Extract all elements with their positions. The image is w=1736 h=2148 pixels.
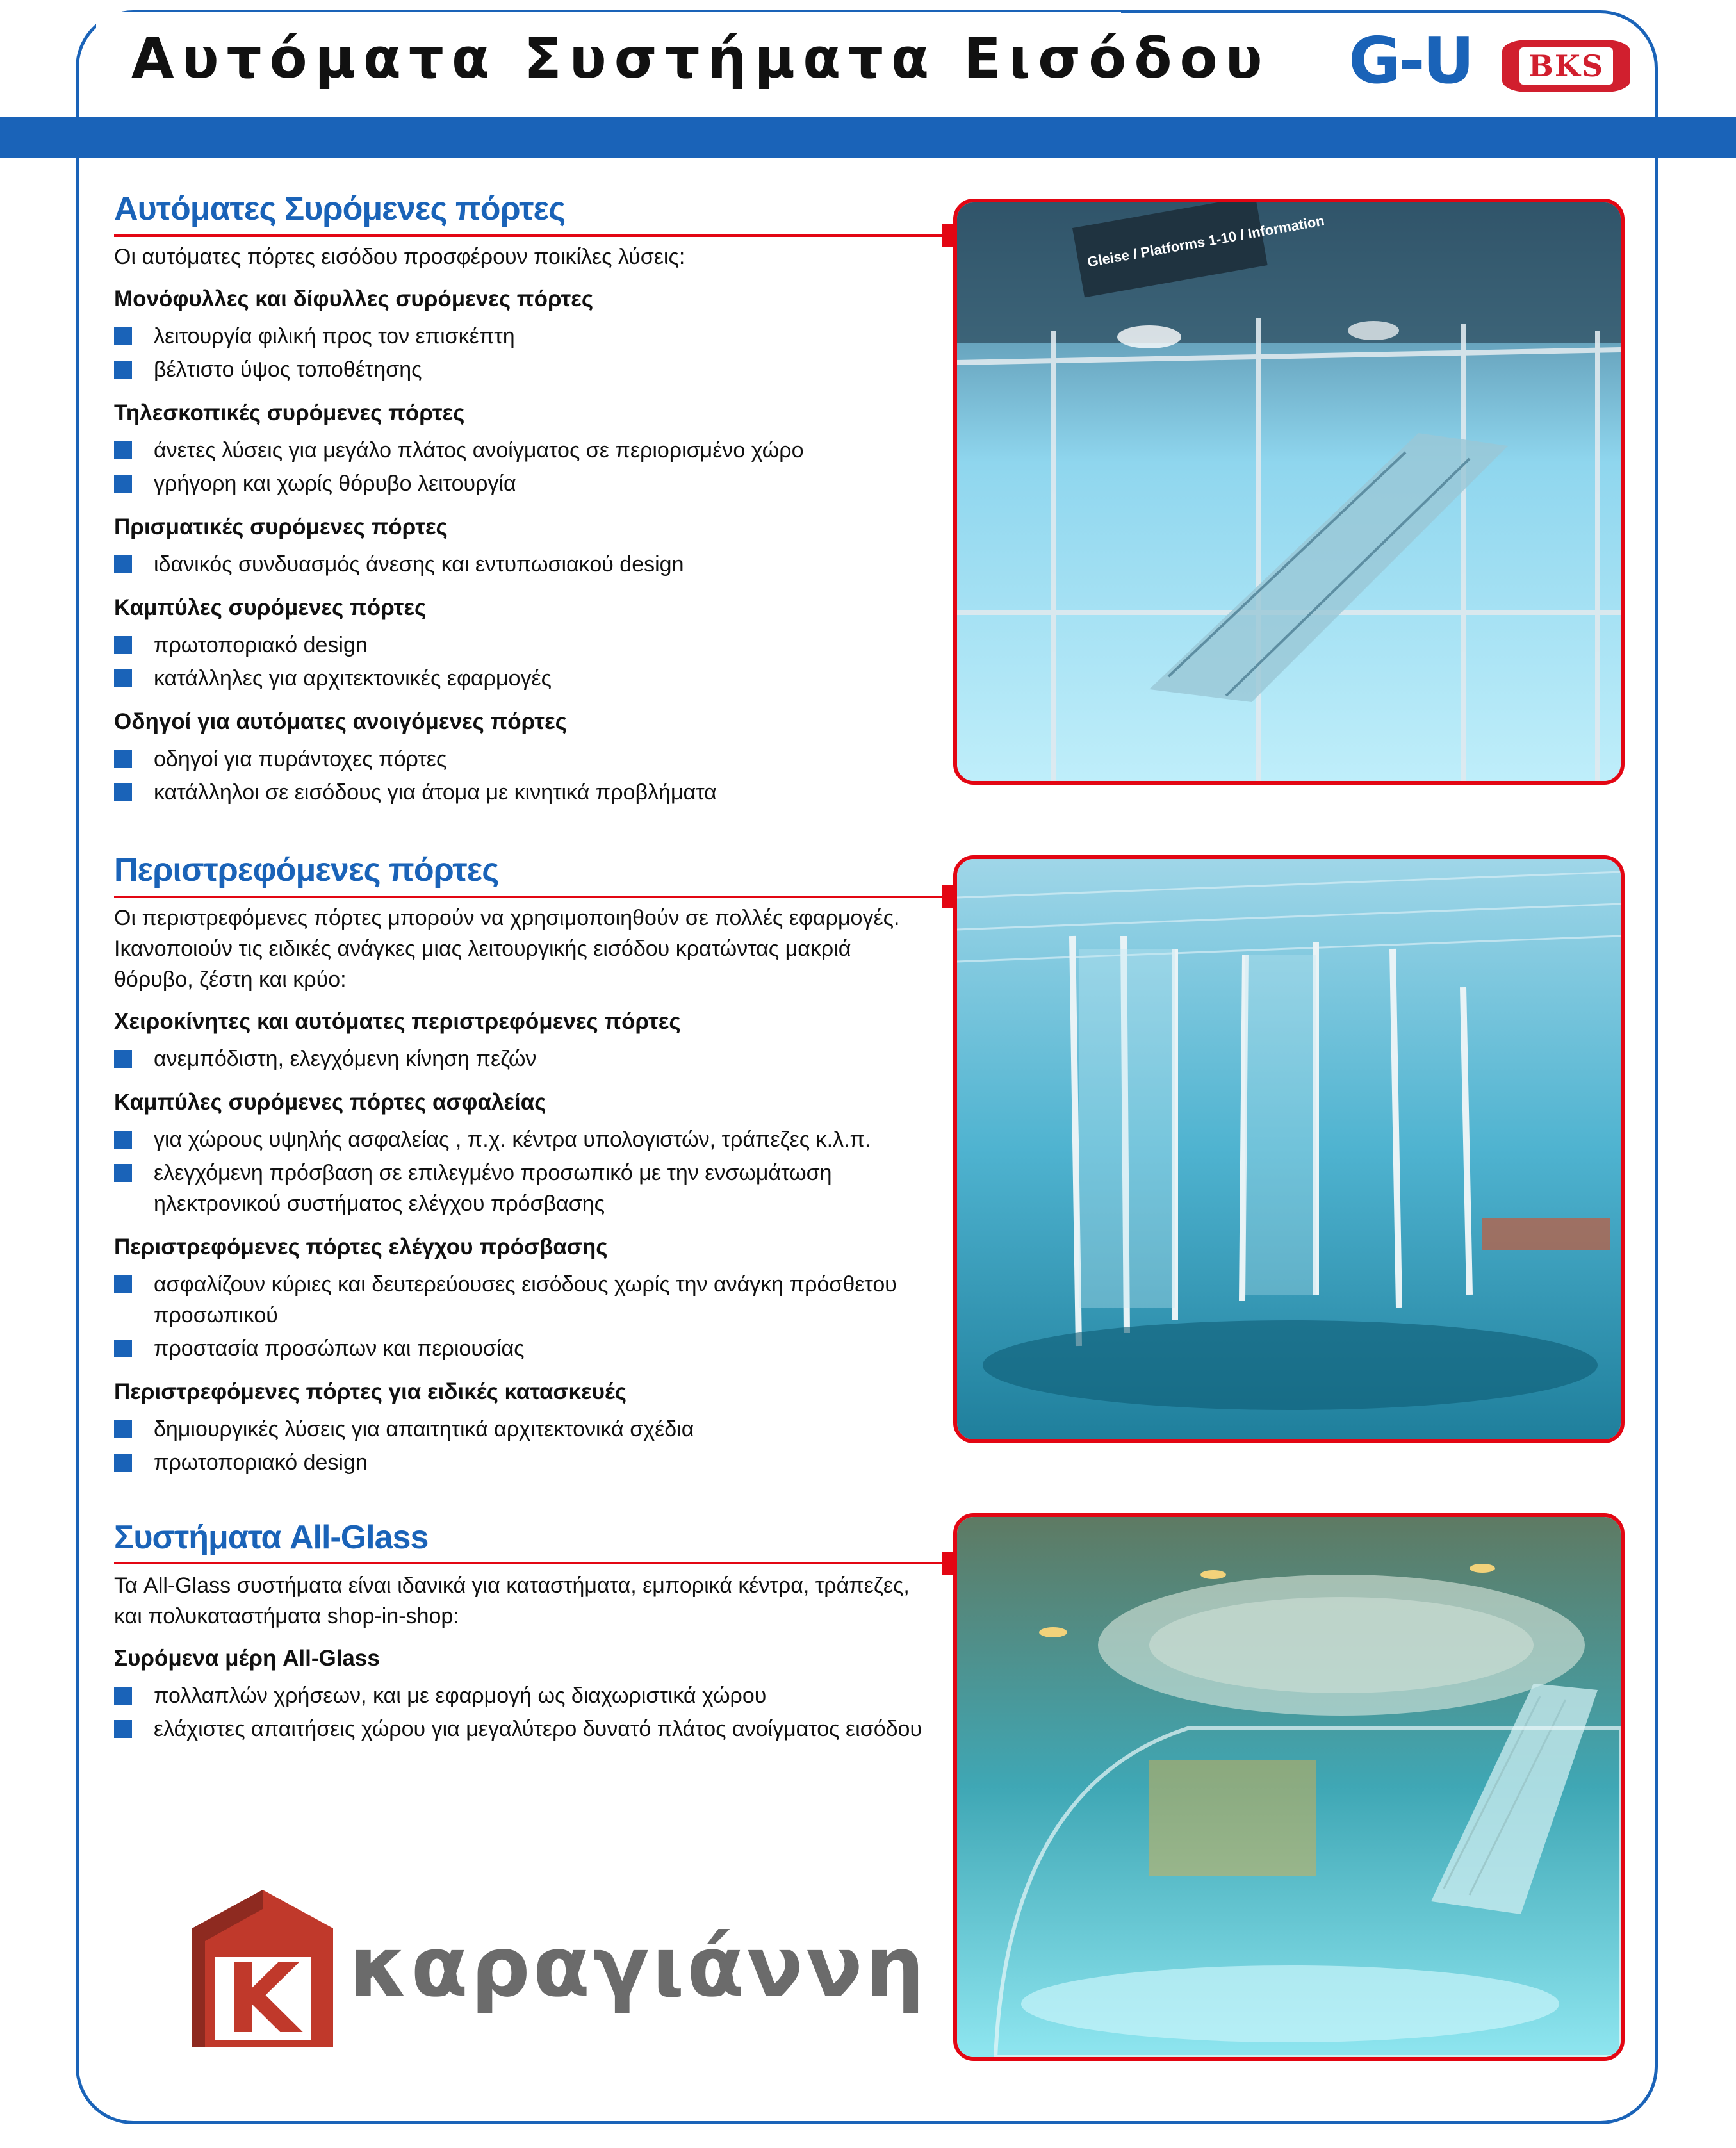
bullet-list (114, 1269, 934, 1364)
bullet-list (114, 321, 934, 385)
list-item: πρωτοποριακό design (114, 630, 934, 660)
bullet-list (114, 630, 934, 694)
group-heading: Τηλεσκοπικές συρόμενες πόρτες (114, 400, 465, 426)
square-bullet-icon (114, 475, 132, 493)
square-bullet-icon (114, 1164, 132, 1182)
group-heading: Χειροκίνητες και αυτόματες περιστρεφόμενες πόρτες (114, 1009, 681, 1035)
section-title: Αυτόματες Συρόμενες πόρτες (114, 190, 566, 227)
square-bullet-icon (114, 1340, 132, 1357)
revolving-doors-illustration (957, 859, 1621, 1439)
section-intro: Οι αυτόματες πόρτες εισόδου προσφέρουν ποικίλες λύσεις: (114, 245, 685, 270)
list-item: λειτουργία φιλική προς τον επισκέπτη (114, 321, 934, 352)
list-item: προστασία προσώπων και περιουσίας (114, 1333, 934, 1364)
list-item: οδηγοί για πυράντοχες πόρτες (114, 744, 934, 775)
list-item: ελεγχόμενη πρόσβαση σε επιλεγμένο προσωπικό με την ενσωμάτωση ηλεκτρονικού συστήματος ελέγχου πρόσβασης (114, 1158, 934, 1219)
list-item: ασφαλίζουν κύριες και δευτερεύουσες εισόδους χωρίς την ανάγκη πρόσθετου προσωπικού (114, 1269, 934, 1331)
square-bullet-icon (114, 1454, 132, 1472)
bks-logo-text: BKS (1519, 47, 1613, 85)
sliding-doors-illustration (957, 202, 1621, 781)
square-bullet-icon (114, 1420, 132, 1438)
section-title: Περιστρεφόμενες πόρτες (114, 851, 499, 889)
square-bullet-icon (114, 327, 132, 345)
square-bullet-icon (114, 783, 132, 801)
square-bullet-icon (114, 1050, 132, 1068)
square-bullet-icon (114, 1720, 132, 1738)
brand-name: καραγιάννη (349, 1918, 928, 2015)
section-revolving-doors (114, 852, 934, 1491)
brand-letter: K (225, 1944, 300, 2055)
bullet-list (114, 435, 934, 499)
group-heading: Πρισματικές συρόμενες πόρτες (114, 514, 448, 540)
karagianni-house-logo-icon (186, 1883, 340, 2056)
photo-revolving-doors (953, 855, 1625, 1443)
list-item: ανεμπόδιστη, ελεγχόμενη κίνηση πεζών (114, 1044, 934, 1074)
list-item: άνετες λύσεις για μεγάλο πλάτος ανοίγματος σε περιορισμένο χώρο (114, 435, 934, 466)
bullet-list (114, 1124, 934, 1219)
square-bullet-icon (114, 1131, 132, 1149)
square-bullet-icon (114, 555, 132, 573)
list-item: για χώρους υψηλής ασφαλείας , π.χ. κέντρα υπολογιστών, τράπεζες κ.λ.π. (114, 1124, 934, 1155)
group-heading: Καμπύλες συρόμενες πόρτες ασφαλείας (114, 1090, 546, 1115)
square-bullet-icon (114, 636, 132, 654)
group-heading: Περιστρεφόμενες πόρτες για ειδικές κατασκευές (114, 1379, 626, 1405)
square-bullet-icon (114, 669, 132, 687)
gu-logo: G-U (1348, 23, 1472, 98)
list-item: βέλτιστο ύψος τοποθέτησης (114, 354, 934, 385)
square-bullet-icon (114, 441, 132, 459)
page-title: Αυτόματα Συστήματα Εισόδου (131, 27, 1270, 91)
all-glass-illustration (957, 1517, 1621, 2057)
list-item: κατάλληλοι σε εισόδους για άτομα με κινητικά προβλήματα (114, 777, 934, 808)
section-all-glass (114, 1520, 934, 1757)
list-item: ιδανικός συνδυασμός άνεσης και εντυπωσιακού design (114, 549, 934, 580)
list-item: κατάλληλες για αρχιτεκτονικές εφαρμογές (114, 663, 934, 694)
group-heading: Συρόμενα μέρη All-Glass (114, 1646, 380, 1671)
bullet-list (114, 1044, 934, 1074)
square-bullet-icon (114, 750, 132, 768)
square-bullet-icon (114, 1275, 132, 1293)
group-heading: Καμπύλες συρόμενες πόρτες (114, 595, 427, 621)
station-sign-text: Gleise / Platforms 1-10 / Information (1086, 212, 1326, 270)
bullet-list (114, 1680, 934, 1744)
bullet-list (114, 744, 934, 808)
section-intro: Οι περιστρεφόμενες πόρτες μπορούν να χρησιμοποιηθούν σε πολλές εφαρμογές. Ικανοποιούν τις ειδικές ανάγκες μιας λειτουργικής εισόδου κρατώντας μακριά θόρυβο, ζέστη και κρύο: (114, 906, 900, 992)
section-intro: Τα All-Glass συστήματα είναι ιδανικά για καταστήματα, εμπορικά κέντρα, τράπεζες, και πολυκαταστήματα shop-in-shop: (114, 1573, 910, 1629)
photo-sliding-doors (953, 199, 1625, 785)
list-item: πολλαπλών χρήσεων, και με εφαρμογή ως διαχωριστικά χώρου (114, 1680, 934, 1711)
square-bullet-icon (114, 361, 132, 379)
group-heading: Περιστρεφόμενες πόρτες ελέγχου πρόσβασης (114, 1234, 608, 1260)
bks-logo (1502, 40, 1630, 92)
photo-all-glass (953, 1513, 1625, 2061)
list-item: ελάχιστες απαιτήσεις χώρου για μεγαλύτερο δυνατό πλάτος ανοίγματος εισόδου (114, 1714, 934, 1744)
bullet-list (114, 549, 934, 580)
bullet-list (114, 1414, 934, 1478)
list-item: πρωτοποριακό design (114, 1447, 934, 1478)
square-bullet-icon (114, 1687, 132, 1705)
group-heading: Μονόφυλλες και δίφυλλες συρόμενες πόρτες (114, 286, 594, 312)
list-item: δημιουργικές λύσεις για απαιτητικά αρχιτεκτονικά σχέδια (114, 1414, 934, 1445)
group-heading: Οδηγοί για αυτόματες ανοιγόμενες πόρτες (114, 709, 567, 735)
section-title: Συστήματα All-Glass (114, 1519, 429, 1556)
list-item: γρήγορη και χωρίς θόρυβο λειτουργία (114, 468, 934, 499)
header-band (0, 117, 1736, 158)
section-sliding-doors (114, 191, 934, 821)
